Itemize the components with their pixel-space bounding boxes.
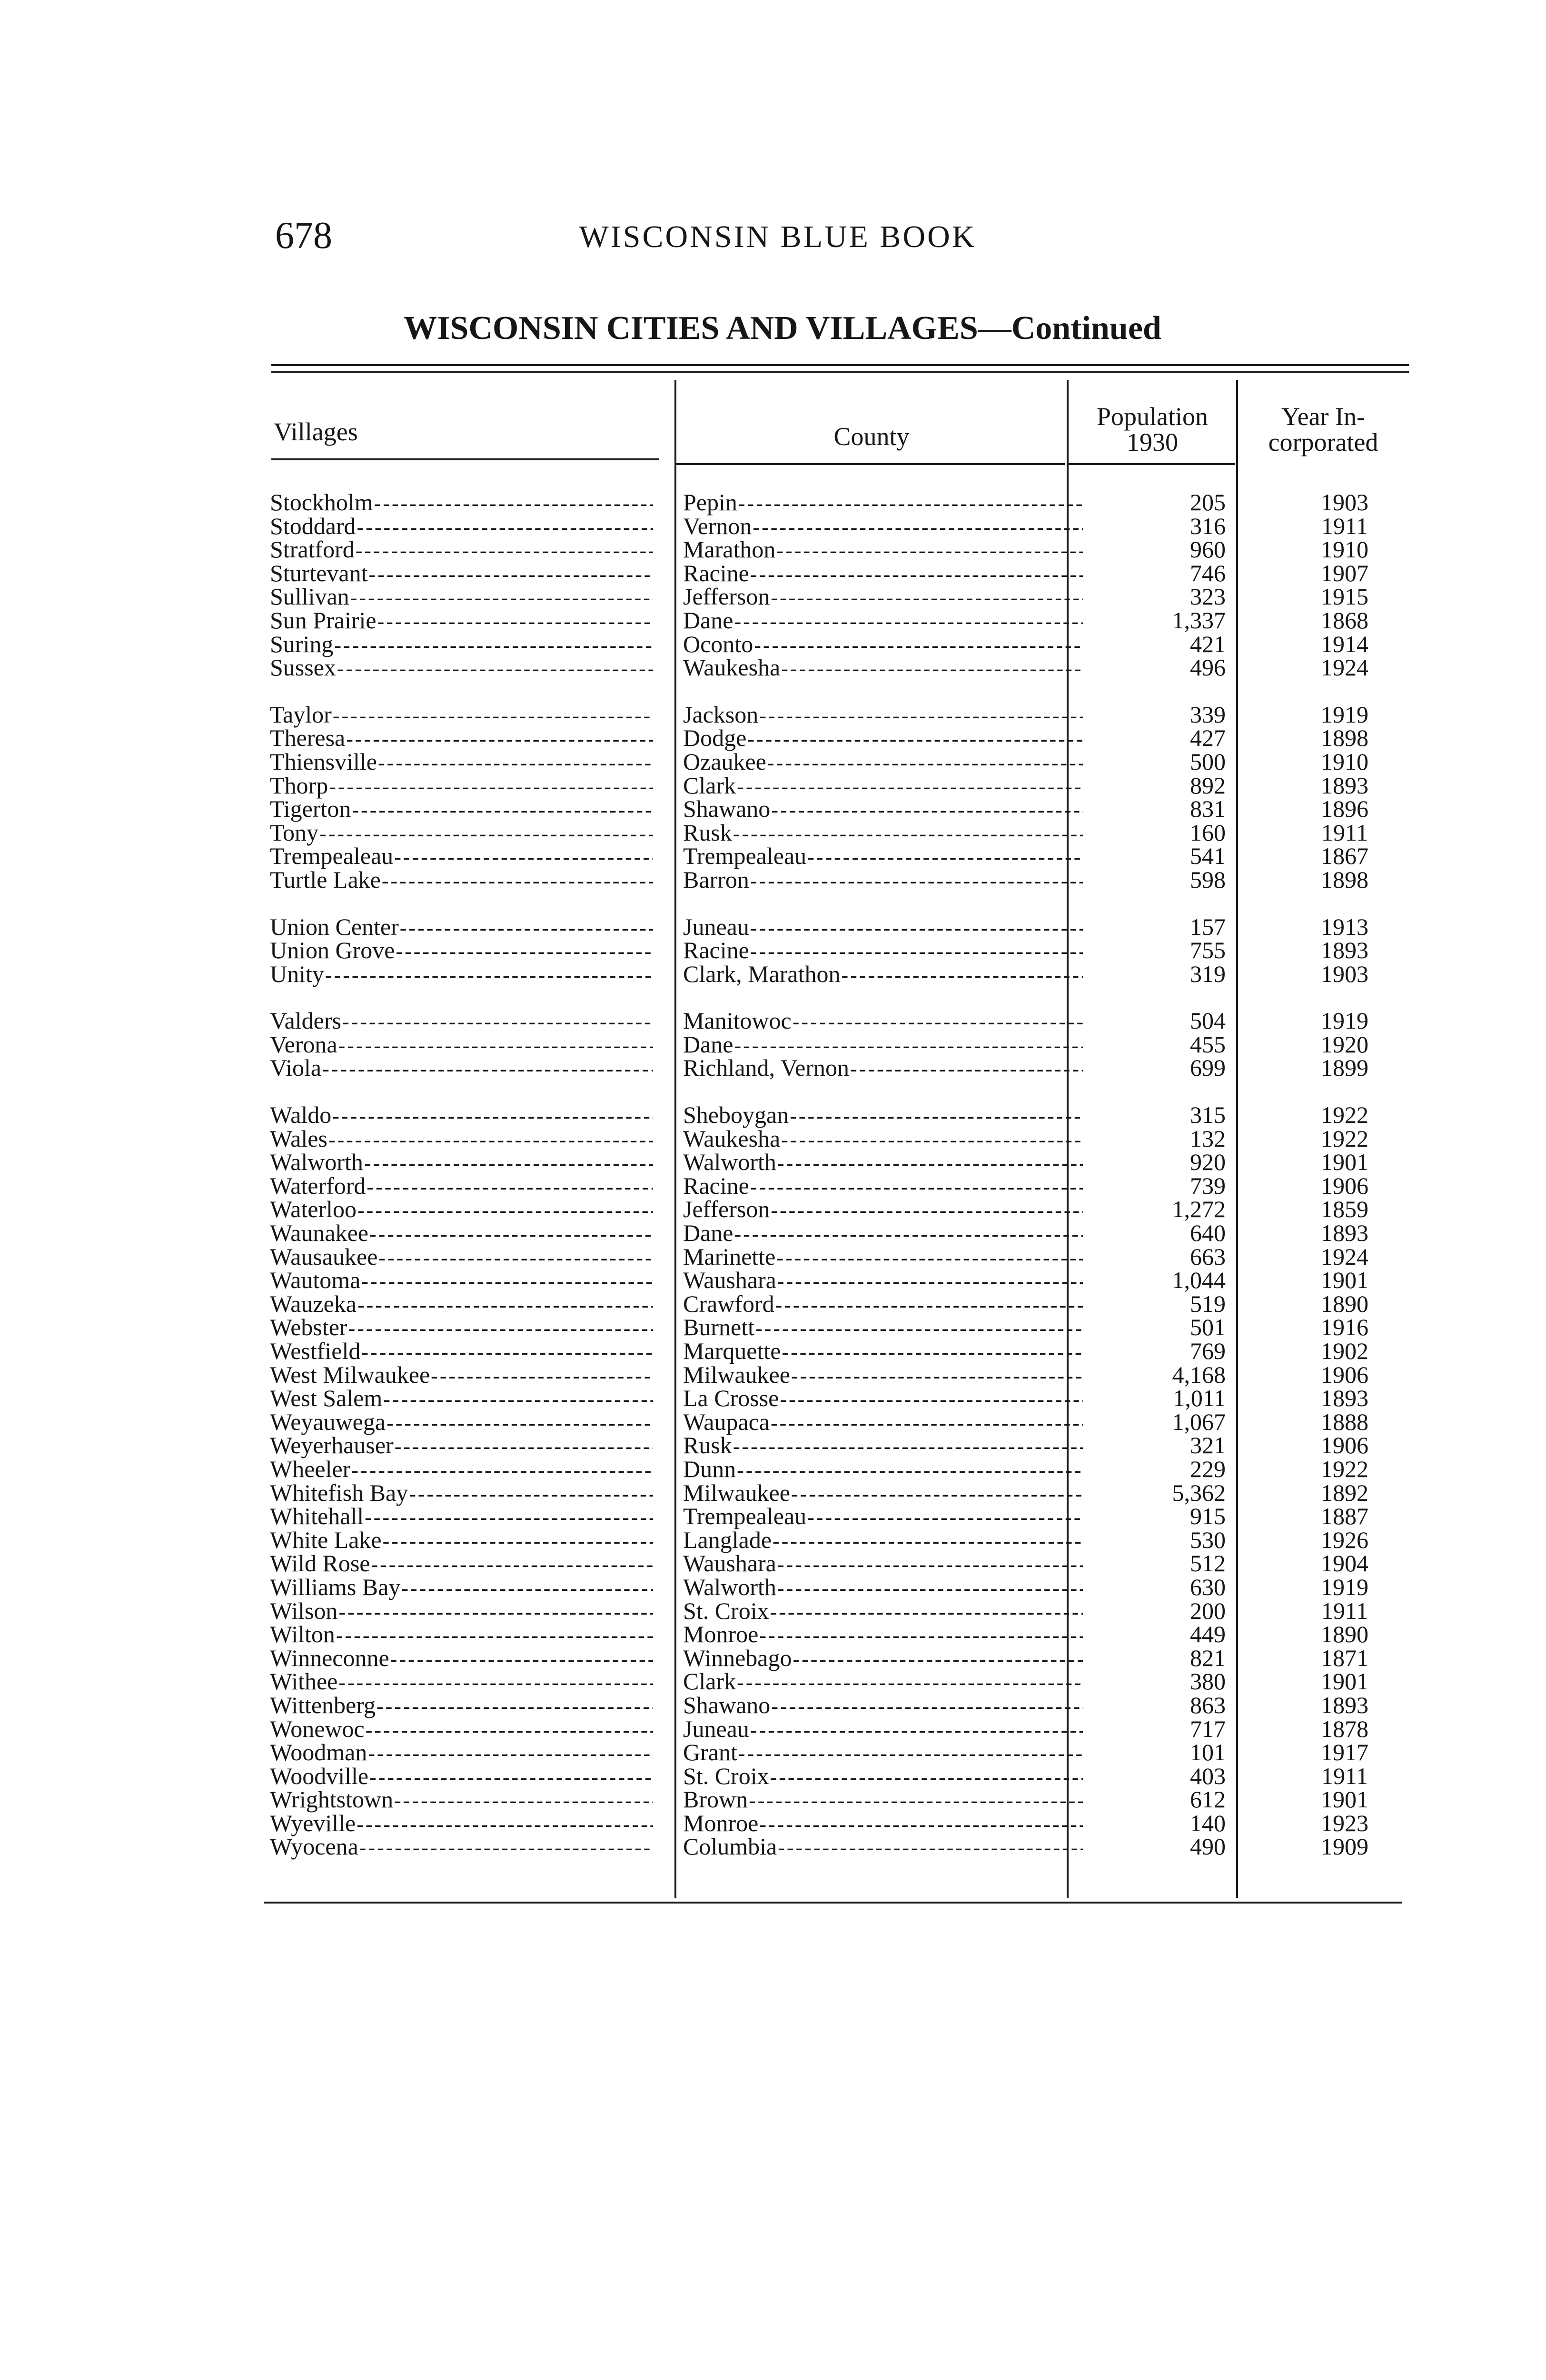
population-value: 915: [1190, 1503, 1226, 1530]
village-name: Union Grove -----: [270, 938, 653, 963]
year-incorporated-value: 1911: [1321, 1597, 1368, 1624]
population-value: 769: [1190, 1338, 1226, 1364]
header-population-line1: Population: [1096, 402, 1208, 431]
county-name: Trempealeau -----: [683, 844, 1083, 869]
county-name: Marinette -----: [683, 1245, 1083, 1270]
row-group: [264, 915, 1407, 986]
year-incorporated-value: 1859: [1321, 1196, 1368, 1223]
county-name: Burnett -----: [683, 1315, 1083, 1340]
population-value: 455: [1190, 1031, 1226, 1058]
population-value: 1,011: [1173, 1385, 1226, 1412]
village-name: Wyeville -----: [270, 1811, 653, 1836]
county-name: Grant -----: [683, 1740, 1083, 1765]
village-name: Turtle Lake -----: [270, 868, 653, 893]
village-name: West Salem -----: [270, 1386, 653, 1411]
county-name: Shawano -----: [683, 797, 1083, 822]
county-name: Clark -----: [683, 774, 1083, 799]
year-incorporated-value: 1911: [1321, 819, 1368, 846]
village-name: Winneconne -----: [270, 1646, 653, 1671]
population-value: 612: [1190, 1786, 1226, 1813]
table-row: [264, 585, 1407, 608]
year-incorporated-value: 1913: [1321, 913, 1368, 940]
county-name: Shawano -----: [683, 1693, 1083, 1718]
village-name: Woodville -----: [270, 1764, 653, 1789]
row-group: [264, 490, 1407, 679]
county-name: Racine -----: [683, 938, 1083, 963]
table-row: [264, 1693, 1407, 1717]
population-value: 403: [1190, 1762, 1226, 1789]
running-head: WISCONSIN BLUE BOOK: [579, 219, 977, 254]
table-row: [264, 608, 1407, 632]
year-incorporated-value: 1867: [1321, 843, 1368, 870]
population-value: 960: [1190, 536, 1226, 563]
table-row: [264, 1245, 1407, 1269]
table-row: [264, 703, 1407, 726]
population-value: 512: [1190, 1550, 1226, 1577]
year-incorporated-value: 1914: [1321, 630, 1368, 657]
year-incorporated-value: 1909: [1321, 1833, 1368, 1860]
table-row: [264, 1787, 1407, 1811]
county-name: Jefferson -----: [683, 585, 1083, 610]
county-name: Dunn -----: [683, 1457, 1083, 1482]
header-population-line2: 1930: [1127, 428, 1178, 456]
county-name: Waukesha -----: [683, 655, 1083, 681]
county-name: Dodge -----: [683, 726, 1083, 751]
village-name: Wilson -----: [270, 1599, 653, 1624]
year-incorporated-value: 1902: [1321, 1338, 1368, 1364]
village-name: Union Center -----: [270, 915, 653, 940]
year-incorporated-value: 1901: [1321, 1267, 1368, 1294]
year-incorporated-value: 1922: [1321, 1455, 1368, 1482]
table-row: [264, 514, 1407, 538]
year-incorporated-value: 1919: [1321, 1573, 1368, 1600]
county-name: Monroe -----: [683, 1811, 1083, 1836]
population-value: 831: [1190, 795, 1226, 823]
year-incorporated-value: 1901: [1321, 1786, 1368, 1813]
village-name: Webster -----: [270, 1315, 653, 1340]
table-row: [264, 1835, 1407, 1858]
table-row: [264, 1457, 1407, 1481]
header-underline-villages: [271, 458, 659, 460]
county-name: Monroe -----: [683, 1622, 1083, 1647]
county-name: Jackson -----: [683, 703, 1083, 728]
county-name: Dane -----: [683, 1221, 1083, 1246]
population-value: 821: [1190, 1644, 1226, 1671]
population-value: 501: [1190, 1314, 1226, 1341]
population-value: 1,067: [1172, 1408, 1226, 1435]
table-row: [264, 1717, 1407, 1741]
village-name: Wilton -----: [270, 1622, 653, 1647]
village-name: Waldo -----: [270, 1103, 653, 1128]
county-name: Marathon -----: [683, 537, 1083, 563]
year-incorporated-value: 1903: [1321, 960, 1368, 987]
county-name: Juneau -----: [683, 915, 1083, 940]
year-incorporated-value: 1917: [1321, 1739, 1368, 1766]
year-incorporated-value: 1888: [1321, 1408, 1368, 1435]
village-name: Stoddard -----: [270, 514, 653, 539]
year-incorporated-value: 1893: [1321, 937, 1368, 964]
village-name: Weyauwega -----: [270, 1410, 653, 1435]
table-row: [264, 1811, 1407, 1835]
population-value: 5,362: [1172, 1479, 1226, 1506]
population-value: 541: [1190, 843, 1226, 870]
table-body: [264, 490, 1407, 1882]
table-top-rule: [271, 364, 1409, 366]
county-name: St. Croix -----: [683, 1764, 1083, 1789]
table-top-rule-inner: [271, 371, 1409, 373]
county-name: Waukesha -----: [683, 1127, 1083, 1152]
table-row: [264, 1127, 1407, 1150]
county-name: Barron -----: [683, 868, 1083, 893]
year-incorporated-value: 1898: [1321, 724, 1368, 752]
population-value: 755: [1190, 937, 1226, 964]
table-row: [264, 821, 1407, 844]
population-value: 315: [1190, 1101, 1226, 1129]
table-row: [264, 1197, 1407, 1221]
year-incorporated-value: 1901: [1321, 1149, 1368, 1176]
header-population: [1069, 404, 1236, 455]
population-value: 427: [1190, 724, 1226, 752]
population-value: 205: [1190, 489, 1226, 516]
population-value: 504: [1190, 1007, 1226, 1034]
village-name: Weyerhauser -----: [270, 1433, 653, 1458]
population-value: 140: [1190, 1809, 1226, 1836]
year-incorporated-value: 1924: [1321, 1243, 1368, 1270]
village-name: Wild Rose -----: [270, 1551, 653, 1577]
year-incorporated-value: 1893: [1321, 1220, 1368, 1247]
county-name: Dane -----: [683, 608, 1083, 634]
table-row: [264, 1292, 1407, 1316]
table-row: [264, 915, 1407, 939]
table-row: [264, 844, 1407, 868]
county-name: Marquette -----: [683, 1339, 1083, 1364]
village-name: Wausaukee -----: [270, 1245, 653, 1270]
table-row: [264, 537, 1407, 561]
village-name: Withee -----: [270, 1669, 653, 1695]
table-row: [264, 1504, 1407, 1528]
population-value: 598: [1190, 866, 1226, 893]
population-value: 739: [1190, 1172, 1226, 1199]
year-incorporated-value: 1890: [1321, 1621, 1368, 1648]
county-name: Langlade -----: [683, 1528, 1083, 1553]
village-name: Wales -----: [270, 1127, 653, 1152]
population-value: 200: [1190, 1597, 1226, 1624]
population-value: 319: [1190, 960, 1226, 987]
population-value: 892: [1190, 772, 1226, 799]
table-row: [264, 632, 1407, 656]
year-incorporated-value: 1906: [1321, 1361, 1368, 1388]
table-bottom-rule: [264, 1902, 1402, 1904]
year-incorporated-value: 1920: [1321, 1031, 1368, 1058]
population-value: 449: [1190, 1621, 1226, 1648]
year-incorporated-value: 1887: [1321, 1503, 1368, 1530]
population-value: 323: [1190, 583, 1226, 610]
village-name: White Lake -----: [270, 1528, 653, 1553]
table-row: [264, 1764, 1407, 1788]
population-value: 530: [1190, 1526, 1226, 1553]
county-name: Milwaukee -----: [683, 1481, 1083, 1506]
village-name: Wheeler -----: [270, 1457, 653, 1482]
village-name: Westfield -----: [270, 1339, 653, 1364]
village-name: Unity -----: [270, 962, 653, 987]
county-name: Walworth -----: [683, 1150, 1083, 1175]
county-name: Sheboygan -----: [683, 1103, 1083, 1128]
table-row: [264, 726, 1407, 750]
population-value: 640: [1190, 1220, 1226, 1247]
population-value: 421: [1190, 630, 1226, 657]
village-name: Sturtevant -----: [270, 561, 653, 586]
table-row: [264, 1056, 1407, 1080]
table-row: [264, 490, 1407, 514]
village-name: Wonewoc -----: [270, 1717, 653, 1742]
village-name: Tigerton -----: [270, 797, 653, 822]
table-row: [264, 868, 1407, 892]
table-row: [264, 1315, 1407, 1339]
table-row: [264, 1410, 1407, 1434]
county-name: Milwaukee -----: [683, 1363, 1083, 1388]
population-value: 1,272: [1172, 1196, 1226, 1223]
header-year-line2: corporated: [1268, 428, 1378, 456]
population-value: 380: [1190, 1668, 1226, 1695]
table-row: [264, 1268, 1407, 1292]
population-value: 316: [1190, 512, 1226, 539]
population-value: 1,337: [1172, 606, 1226, 634]
year-incorporated-value: 1878: [1321, 1715, 1368, 1742]
year-incorporated-value: 1922: [1321, 1101, 1368, 1129]
village-name: Walworth -----: [270, 1150, 653, 1175]
year-incorporated-value: 1898: [1321, 866, 1368, 893]
village-name: Wautoma -----: [270, 1268, 653, 1293]
table-row: [264, 561, 1407, 585]
village-name: Tony -----: [270, 821, 653, 846]
population-value: 157: [1190, 913, 1226, 940]
population-value: 160: [1190, 819, 1226, 846]
table-row: [264, 1433, 1407, 1457]
table-row: [264, 1363, 1407, 1387]
table-row: [264, 1575, 1407, 1599]
county-name: Brown -----: [683, 1787, 1083, 1813]
page-number: 678: [275, 215, 332, 257]
table-row: [264, 1150, 1407, 1174]
village-name: Stockholm -----: [270, 490, 653, 516]
county-name: Winnebago -----: [683, 1646, 1083, 1671]
population-value: 746: [1190, 559, 1226, 586]
year-incorporated-value: 1893: [1321, 1691, 1368, 1718]
table-row: [264, 655, 1407, 679]
header-county: County: [833, 422, 910, 451]
population-value: 699: [1190, 1054, 1226, 1081]
village-name: Williams Bay -----: [270, 1575, 653, 1600]
village-name: Thiensville -----: [270, 750, 653, 775]
population-value: 4,168: [1172, 1361, 1226, 1388]
year-incorporated-value: 1896: [1321, 795, 1368, 823]
village-name: Wrightstown -----: [270, 1787, 653, 1813]
header-underline-population: [1069, 463, 1235, 465]
county-name: Rusk -----: [683, 1433, 1083, 1458]
year-incorporated-value: 1892: [1321, 1479, 1368, 1506]
county-name: Racine -----: [683, 561, 1083, 586]
year-incorporated-value: 1919: [1321, 701, 1368, 728]
population-value: 663: [1190, 1243, 1226, 1270]
village-name: Wyocena -----: [270, 1835, 653, 1860]
county-name: Clark, Marathon -----: [683, 962, 1083, 987]
year-incorporated-value: 1922: [1321, 1125, 1368, 1152]
village-name: Theresa -----: [270, 726, 653, 751]
table-row: [264, 1009, 1407, 1032]
village-name: Sullivan -----: [270, 585, 653, 610]
year-incorporated-value: 1916: [1321, 1314, 1368, 1341]
population-value: 101: [1190, 1739, 1226, 1766]
population-value: 863: [1190, 1691, 1226, 1718]
table-row: [264, 1103, 1407, 1127]
village-name: Verona -----: [270, 1032, 653, 1058]
table-row: [264, 1551, 1407, 1575]
county-name: Richland, Vernon -----: [683, 1056, 1083, 1081]
population-value: 920: [1190, 1149, 1226, 1176]
village-name: Viola -----: [270, 1056, 653, 1081]
county-name: Jefferson -----: [683, 1197, 1083, 1222]
header-year: [1238, 404, 1408, 455]
year-incorporated-value: 1871: [1321, 1644, 1368, 1671]
year-incorporated-value: 1919: [1321, 1007, 1368, 1034]
table-row: [264, 1528, 1407, 1552]
village-name: Waunakee -----: [270, 1221, 653, 1246]
village-name: Waterloo -----: [270, 1197, 653, 1222]
table-row: [264, 1221, 1407, 1245]
county-name: St. Croix -----: [683, 1599, 1083, 1624]
village-name: Whitefish Bay -----: [270, 1481, 653, 1506]
header-year-line1: Year In-: [1281, 402, 1365, 431]
county-name: Walworth -----: [683, 1575, 1083, 1600]
county-name: Oconto -----: [683, 632, 1083, 657]
county-name: Columbia -----: [683, 1835, 1083, 1860]
table-row: [264, 1032, 1407, 1056]
table-row: [264, 1740, 1407, 1764]
year-incorporated-value: 1868: [1321, 606, 1368, 634]
year-incorporated-value: 1903: [1321, 489, 1368, 516]
year-incorporated-value: 1924: [1321, 654, 1368, 681]
year-incorporated-value: 1890: [1321, 1290, 1368, 1317]
year-incorporated-value: 1904: [1321, 1550, 1368, 1577]
table-row: [264, 774, 1407, 797]
village-name: Trempealeau -----: [270, 844, 653, 869]
row-group: [264, 703, 1407, 892]
population-value: 339: [1190, 701, 1226, 728]
table-row: [264, 938, 1407, 962]
population-value: 500: [1190, 748, 1226, 775]
header-underline-county: [674, 463, 1065, 465]
row-group: [264, 1103, 1407, 1858]
table-row: [264, 1646, 1407, 1670]
table-row: [264, 1339, 1407, 1363]
population-value: 490: [1190, 1833, 1226, 1860]
county-name: Waupaca -----: [683, 1410, 1083, 1435]
table-row: [264, 1386, 1407, 1410]
table-row: [264, 1174, 1407, 1198]
year-incorporated-value: 1910: [1321, 748, 1368, 775]
population-value: 132: [1190, 1125, 1226, 1152]
population-value: 717: [1190, 1715, 1226, 1742]
village-name: Woodman -----: [270, 1740, 653, 1765]
population-value: 519: [1190, 1290, 1226, 1317]
year-incorporated-value: 1910: [1321, 536, 1368, 563]
table-row: [264, 1481, 1407, 1505]
table-row: [264, 750, 1407, 774]
county-name: Racine -----: [683, 1174, 1083, 1199]
year-incorporated-value: 1899: [1321, 1054, 1368, 1081]
population-value: 630: [1190, 1573, 1226, 1600]
year-incorporated-value: 1923: [1321, 1809, 1368, 1836]
year-incorporated-value: 1906: [1321, 1172, 1368, 1199]
village-name: Taylor -----: [270, 703, 653, 728]
county-name: Dane -----: [683, 1032, 1083, 1058]
population-value: 229: [1190, 1455, 1226, 1482]
year-incorporated-value: 1911: [1321, 512, 1368, 539]
year-incorporated-value: 1893: [1321, 1385, 1368, 1412]
county-name: Crawford -----: [683, 1292, 1083, 1317]
table-row: [264, 962, 1407, 986]
table-row: [264, 1622, 1407, 1646]
year-incorporated-value: 1901: [1321, 1668, 1368, 1695]
year-incorporated-value: 1911: [1321, 1762, 1368, 1789]
population-value: 496: [1190, 654, 1226, 681]
county-name: La Crosse -----: [683, 1386, 1083, 1411]
table-row: [264, 797, 1407, 821]
row-group: [264, 1009, 1407, 1080]
village-name: Suring -----: [270, 632, 653, 657]
county-name: Vernon -----: [683, 514, 1083, 539]
population-value: 1,044: [1172, 1267, 1226, 1294]
year-incorporated-value: 1893: [1321, 772, 1368, 799]
year-incorporated-value: 1915: [1321, 583, 1368, 610]
county-name: Waushara -----: [683, 1551, 1083, 1577]
village-name: Stratford -----: [270, 537, 653, 563]
county-name: Rusk -----: [683, 821, 1083, 846]
county-name: Ozaukee -----: [683, 750, 1083, 775]
population-value: 321: [1190, 1432, 1226, 1459]
village-name: Sussex -----: [270, 655, 653, 681]
year-incorporated-value: 1926: [1321, 1526, 1368, 1553]
village-name: Wauzeka -----: [270, 1292, 653, 1317]
village-name: Sun Prairie -----: [270, 608, 653, 634]
county-name: Clark -----: [683, 1669, 1083, 1695]
table-row: [264, 1669, 1407, 1693]
year-incorporated-value: 1906: [1321, 1432, 1368, 1459]
county-name: Manitowoc -----: [683, 1009, 1083, 1034]
county-name: Pepin -----: [683, 490, 1083, 516]
county-name: Juneau -----: [683, 1717, 1083, 1742]
county-name: Trempealeau -----: [683, 1504, 1083, 1529]
header-villages: Villages: [274, 417, 358, 446]
village-name: Wittenberg -----: [270, 1693, 653, 1718]
village-name: Whitehall -----: [270, 1504, 653, 1529]
village-name: Valders -----: [270, 1009, 653, 1034]
village-name: West Milwaukee -----: [270, 1363, 653, 1388]
table-row: [264, 1599, 1407, 1623]
table-title: WISCONSIN CITIES AND VILLAGES—Continued: [404, 310, 1161, 347]
county-name: Waushara -----: [683, 1268, 1083, 1293]
year-incorporated-value: 1907: [1321, 559, 1368, 586]
village-name: Waterford -----: [270, 1174, 653, 1199]
village-name: Thorp -----: [270, 774, 653, 799]
